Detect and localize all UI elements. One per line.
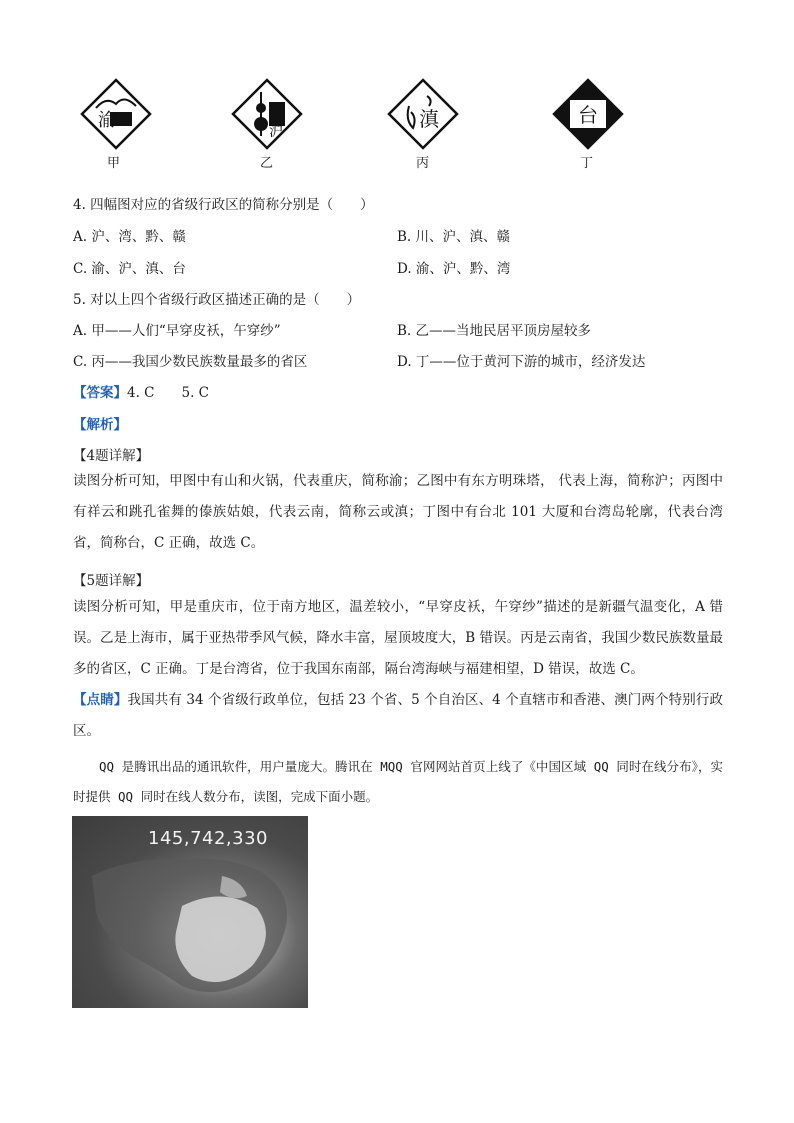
tip-text: 我国共有 34 个省级行政单位，包括 23 个省、5 个自治区、4 个直辖市和香港、澳门两个特别行政区。	[73, 692, 724, 739]
detail5-text: 读图分析可知，甲是重庆市，位于南方地区，温差较小，“早穿皮袄，午穿纱”描述的是新疆气温变化，A 错误。乙是上海市，属于亚热带季风气候，降水丰富，屋顶坡度大，B 错误。丙是云南省，我国少数民族数量最多的省区，C 正确。丁是台湾省，位于我国东南部，隔台湾海峡与福建相望，D 错误，故选 C。	[73, 599, 723, 677]
yunnan-icon	[387, 78, 459, 150]
analysis-label: 【解析】	[73, 417, 127, 433]
q5-stem: 5. 对以上四个省级行政区描述正确的是（ ）	[73, 292, 361, 308]
q4-option-a: A. 沪、湾、黔、赣	[73, 229, 186, 245]
caption-jia: 甲	[107, 156, 121, 171]
q4-stem: 4. 四幅图对应的省级行政区的简称分别是（ ）	[73, 197, 374, 213]
tip-label: 【点睛】	[73, 692, 128, 708]
answer-value: 4. C 5. C	[127, 385, 210, 401]
svg-text:台: 台	[578, 103, 598, 127]
shanghai-icon	[231, 78, 303, 150]
caption-ding: 丁	[580, 156, 594, 171]
svg-text:滇: 滇	[419, 107, 439, 131]
passage-text: QQ 是腾讯出品的通讯软件，用户量庞大。腾讯在 MQQ 官网网站首页上线了《中国区域 QQ 同时在线分布》，实时提供 QQ 同时在线人数分布，读图，完成下面小题。	[73, 759, 723, 804]
detail5-label: 【5题详解】	[73, 573, 150, 589]
caption-yi: 乙	[260, 156, 274, 171]
q5-option-d: D. 丁——位于黄河下游的城市，经济发达	[397, 354, 646, 370]
tip-paragraph	[73, 685, 723, 747]
taiwan-icon	[552, 78, 624, 150]
figure-bing	[387, 78, 459, 150]
q5-option-b: B. 乙——当地民居平顶房屋较多	[397, 323, 592, 339]
q5-option-a: A. 甲——人们“早穿皮袄，午穿纱”	[73, 323, 281, 339]
detail4-text: 读图分析可知，甲图中有山和火锅，代表重庆，简称渝；乙图中有东方明珠塔， 代表上海，简称沪；丙图中有祥云和跳孔雀舞的傣族姑娘，代表云南，简称云或滇；丁图中有台北 101 大厦和台湾岛轮廓，代表台湾省，简称台，C 正确，故选 C。	[73, 473, 723, 551]
svg-text:沪: 沪	[269, 124, 283, 140]
online-counter: 145,742,330	[148, 828, 269, 849]
answer-label: 【答案】	[73, 385, 127, 401]
q4-option-d: D. 渝、沪、黔、湾	[397, 261, 511, 277]
caption-bing: 丙	[416, 156, 430, 171]
detail4-label: 【4题详解】	[73, 448, 150, 464]
chongqing-icon	[80, 78, 152, 150]
qq-online-map-photo	[72, 816, 308, 1008]
q4-option-c: C. 渝、沪、滇、台	[73, 261, 186, 277]
q5-option-c: C. 丙——我国少数民族数量最多的省区	[73, 354, 308, 370]
figure-yi	[231, 78, 303, 150]
q4-option-b: B. 川、沪、滇、赣	[397, 229, 511, 245]
svg-text:渝: 渝	[98, 110, 116, 131]
figure-jia	[80, 78, 152, 150]
figure-ding	[552, 78, 624, 150]
answer-line	[73, 381, 209, 401]
